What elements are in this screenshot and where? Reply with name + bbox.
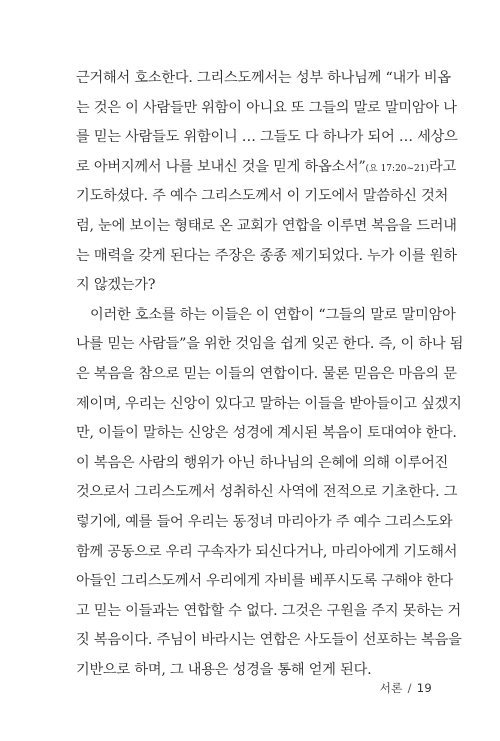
text-line: 기반으로 하며, 그 내용은 성경을 통해 얻게 된다.	[76, 661, 372, 678]
text-line: 렇기에, 예를 들어 우리는 동정녀 마리아가 주 예수 그리스도와	[76, 513, 453, 530]
text-line: 만, 이들이 말하는 신앙은 성경에 계시된 복음이 토대여야 한다.	[76, 425, 457, 442]
text-line: 이 복음은 사람의 행위가 아닌 하나님의 은혜에 의해 이루어진	[76, 454, 449, 471]
text-line: 짓 복음이다. 주님이 바라시는 연합은 사도들이 선포하는 복음을	[76, 632, 462, 649]
text-line: 제이며, 우리는 신앙이 있다고 말하는 이들을 받아들이고 싶겠지	[76, 395, 462, 412]
text-line: 고 믿는 이들과는 연합할 수 없다. 그것은 구원을 주지 못하는 거	[76, 602, 462, 619]
footer-separator: /	[407, 681, 412, 695]
paragraph-1	[76, 64, 458, 301]
paragraph-2	[76, 301, 464, 686]
page-number: 19	[416, 681, 432, 695]
bible-citation: (요 17:20~21)	[365, 163, 430, 174]
text-line: 함께 공동으로 우리 구속자가 되신다거나, 마리아에게 기도해서	[76, 543, 458, 560]
text-line: 근거해서 호소한다. 그리스도께서는 성부 하나님께 “내가 비옵	[76, 70, 451, 86]
text-line: 럼, 눈에 보이는 형태로 온 교회가 연합을 이루면 복음을 드러내	[76, 217, 457, 234]
body-text	[76, 64, 464, 685]
text-line: 것으로서 그리스도께서 성취하신 사역에 전적으로 기초한다. 그	[76, 484, 458, 501]
text-line: 아들인 그리스도께서 우리에게 자비를 베푸시도록 구해야 한다	[76, 573, 453, 590]
text-line: 를 믿는 사람들도 위함이니 … 그들도 다 하나가 되어 … 세상으	[76, 129, 458, 146]
text-line: 은 복음을 참으로 믿는 이들의 연합이다. 물론 믿음은 마음의 문	[76, 365, 457, 382]
text-line: 나를 믿는 사람들”을 위한 것임을 쉽게 잊곤 한다. 즉, 이 하나 됨	[76, 336, 464, 353]
text-line-segment: 라고	[429, 158, 457, 175]
text-line: 는 것은 이 사람들만 위함이 아니요 또 그들의 말로 말미암아 나	[76, 99, 457, 116]
text-line: 기도하셨다. 주 예수 그리스도께서 이 기도에서 말씀하신 것처	[76, 188, 449, 205]
running-footer	[380, 680, 432, 696]
section-title: 서론	[379, 681, 403, 695]
text-line-with-citation	[76, 153, 457, 183]
text-line: 이러한 호소를 하는 이들은 이 연합이 “그들의 말로 말미암아	[90, 306, 456, 323]
text-line: 지 않겠는가?	[76, 277, 156, 294]
text-line: 는 매력을 갖게 된다는 주장은 종종 제기되었다. 누가 이를 원하	[76, 247, 457, 264]
text-line-segment: 로 아버지께서 나를 보내신 것을 믿게 하옵소서”	[76, 158, 366, 175]
